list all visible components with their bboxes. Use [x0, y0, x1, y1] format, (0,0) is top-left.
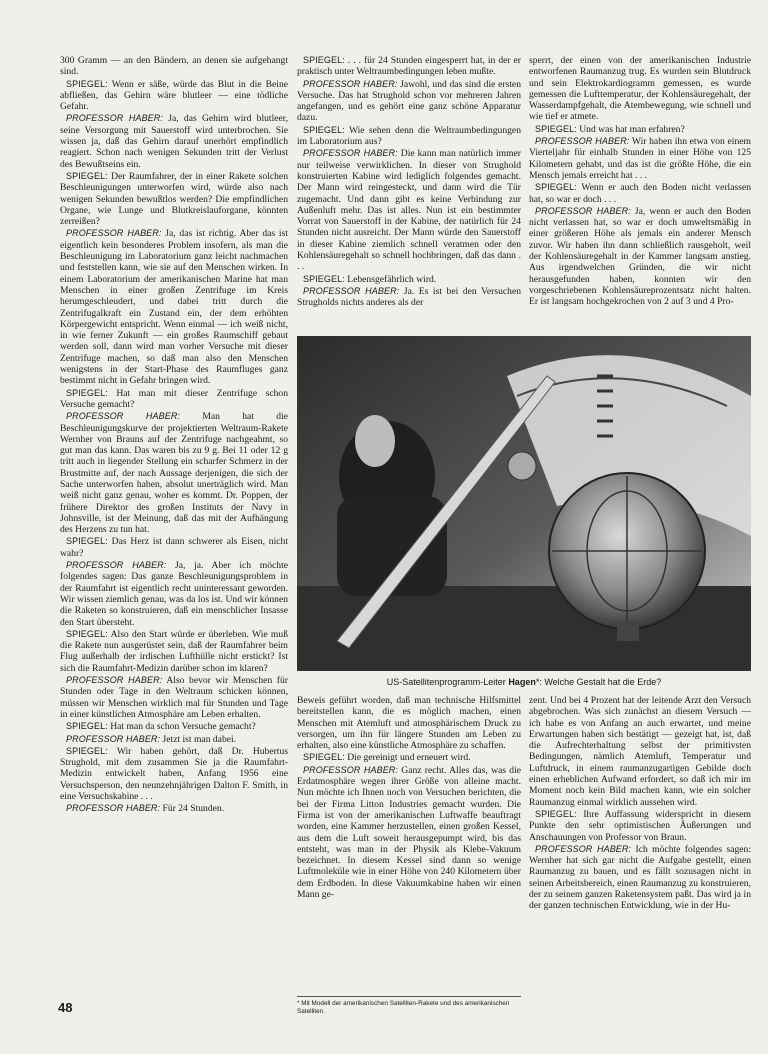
paragraph: [60, 388, 288, 411]
speaker-label: PROFESSOR HABER:: [303, 764, 398, 775]
photo-hagen-with-rocket-model: [297, 336, 751, 671]
paragraph-text: Ja. Es ist bei den Versuchen Strugholds nichts anderes als der: [297, 285, 521, 309]
text-column-2: [297, 55, 521, 330]
paragraph: [297, 148, 521, 272]
speaker-label: SPIEGEL:: [535, 123, 577, 134]
speaker-label: PROFESSOR HABER:: [66, 675, 163, 686]
speaker-label: PROFESSOR HABER:: [66, 803, 161, 814]
paragraph: [529, 844, 751, 912]
speaker-label: PROFESSOR HABER:: [66, 560, 167, 571]
speaker-label: SPIEGEL:: [66, 536, 108, 547]
paragraph: [529, 182, 751, 205]
paragraph: [60, 629, 288, 674]
speaker-label: SPIEGEL:: [303, 55, 345, 65]
paragraph-text: Ihre Auffassung widerspricht in diesem Punkte den sehr optimistischen Äußerungen und Anschauungen von Professor von Braun.: [529, 808, 751, 843]
paragraph-text: Die gereinigt und erneuert wird.: [347, 752, 471, 764]
paragraph: [297, 79, 521, 124]
speaker-label: PROFESSOR HABER:: [66, 411, 181, 422]
small-sphere: [508, 452, 536, 480]
speaker-label: SPIEGEL:: [535, 182, 577, 193]
person-face: [355, 415, 395, 467]
paragraph-text: Wie sehen denn die Weltraumbedingungen im Laboratorium aus?: [297, 124, 521, 148]
paragraph: [60, 734, 288, 745]
paragraph: [529, 206, 751, 308]
speaker-label: SPIEGEL:: [535, 808, 577, 819]
paragraph-text: Und was hat man erfahren?: [579, 123, 685, 135]
paragraph-text: zent. Und bei 4 Prozent hat der leitende Arzt den Versuch abgebrochen. Was sich zunächst an diesem Versuch — ich habe es von Anfang an auch erwartet, und meine Erwartungen haben sich bestätigt — gezeigt hat, ist, daß die Aufrechterhaltung selbst der primitivsten Bedingungen, nämlich Atemluft, Temperatur und Luftdruck, in einem raumanzugartigen Gebilde doch einen erheblichen Aufwand erfordert, so daß ich mir im Moment noch kein Bild machen kann, wie ein solcher Raumanzug einmal wirklich aussehen wird.: [529, 695, 751, 808]
paragraph: [60, 560, 288, 628]
paragraph-text: Hat man mit dieser Zentrifuge schon Versuche gemacht?: [60, 387, 288, 410]
speaker-label: SPIEGEL:: [303, 124, 345, 135]
paragraph-text: Hat man da schon Versuche gemacht?: [110, 721, 256, 733]
paragraph: [297, 55, 521, 78]
paragraph-text: Wir haben ihn etwa von einem Vierteljahr für einhalb Stunden in einer Höhe von 125 Kilometern gehabt, und das ist die größte Höhe, die ein Mensch jemals erreicht hat . . .: [529, 136, 751, 181]
paragraph: [297, 125, 521, 148]
paragraph: [297, 752, 521, 763]
paragraph-text: Der Raumfahrer, der in einer Rakete solchen Beschleunigungen unterworfen wird, würde also nach wenigen Sekunden bewußtlos werden? Die empfindlichen Organe, wie Lunge und Blutkreislauforgane, könnten zerreißen?: [60, 170, 288, 228]
paragraph-text: sperrt, der einen von der amerikanischen Industrie entworfenen Raumanzug trug. Es wurden sein Blutdruck und sein Elektrokardiogramm gemessen, es wurde gemessen die Lufttemperatur, der Kohlensäuregehalt, der Wasserdampfgehalt, die Atembewegung, wie schnell und wie tief er atmete.: [529, 55, 751, 123]
speaker-label: SPIEGEL:: [303, 752, 345, 763]
paragraph-text: Ja, das ist richtig. Aber das ist eigentlich kein besonderes Problem insofern, als man die Beschleunigung im Laboratorium ganz leicht nachmachen und feststellen kann, wie sie auf den Menschen wirken. In einem Laboratorium der amerikanischen Marine hat man Menschen in einer großen Zentrifuge im Kreis herumgeschleudert, und dabei tritt durch die Zentrifugalkraft ein Zustand ein, der dem erhöhten Körpergewicht entspricht. Wenn einmal — ich weiß nicht, in wie ferner Zukunft — ein großes Raumschiff gebaut werden soll, dann wird man vorher Versuche mit dieser Zentrifuge machen, so daß man also den Menschen wenigstens in der Start-Phase des Raumfluges ganz bestimmt nicht in Gefahr bringen wird.: [60, 228, 288, 387]
speaker-label: PROFESSOR HABER:: [535, 205, 631, 216]
paragraph-text: Jetzt ist man dabei.: [162, 733, 237, 745]
speaker-label: SPIEGEL:: [66, 78, 108, 89]
paragraph-text: Wenn er säße, würde das Blut in die Beine abfließen, das Gehirn wäre blutleer — eine tödliche Gefahr.: [60, 78, 288, 113]
paragraph: [529, 695, 751, 808]
speaker-label: PROFESSOR HABER:: [535, 843, 632, 854]
paragraph: [297, 695, 521, 751]
paragraph: [60, 228, 288, 386]
paragraph: [60, 411, 288, 535]
paragraph: [60, 675, 288, 720]
paragraph: [60, 79, 288, 113]
paragraph: [529, 55, 751, 123]
speaker-label: SPIEGEL:: [66, 628, 108, 639]
paragraph-text: Ja, ja. Aber ich möchte folgendes sagen: Das ganze Beschleunigungsproblem in der Raumfahrt ist eigentlich recht uninteressant geworden. Wir wissen ziemlich genau, was da los ist. Und wir können die Raketen so konstruieren, daß ein menschlicher Insasse den Start übersteht.: [60, 560, 288, 628]
speaker-label: PROFESSOR HABER:: [66, 733, 161, 744]
paragraph: [529, 124, 751, 135]
paragraph: [60, 746, 288, 802]
paragraph-text: Für 24 Stunden.: [162, 803, 225, 815]
paragraph-text: Wenn er auch den Boden nicht verlassen hat, so war er doch . . .: [529, 182, 751, 205]
text-column-1: [60, 55, 288, 1020]
speaker-label: SPIEGEL:: [66, 387, 108, 398]
paragraph-text: Man hat die Beschleunigungskurve der projektierten Weltraum-Rakete Wernher von Brauns auf der Zentrifuge nachgeahmt, so gut man das kann. Das waren bis zu 9 g. Bei 11 oder 12 g tritt auch in liegender Stellung ein scharfer Schmerz in der Brustmitte auf, der nach Aussage derjenigen, die sich der Sache unterworfen haben, absolut unerträglich wird. Man weiß nicht ganz genau, woher es kommt. Dr. Poppen, der frühere Direktor des großen Instituts der Navy in Johnsville, ist der Meinung, daß das mit der Aufhängung des Herzens zu tun hat.: [60, 411, 288, 536]
photo-caption: [297, 675, 751, 689]
caption-name: Hagen: [508, 677, 536, 687]
paragraph-text: Ich möchte folgendes sagen: Wernher hat sich gar nicht die Aufgabe gestellt, einen Raumanzug zu bauen, und es fällt sozusagen nicht in seinen Arbeitsbereich, einen Raumanzug zu konstruieren, der zu seinem ganzen Raketensystem paßt. Das wird ja in der ganzen technischen Entwicklung, wie in der Hu-: [529, 843, 751, 912]
speaker-label: PROFESSOR HABER:: [303, 148, 398, 159]
paragraph-text: Wir haben gehört, daß Dr. Hubertus Strughold, mit dem zusammen Sie ja die Raumfahrt-Medizin entwickelt haben, Anfang 1956 eine Versuchsperson, den neunzehnjährigen Dalton F. Smith, in eine Versuchskabine . . .: [60, 745, 288, 802]
speaker-label: PROFESSOR HABER:: [303, 285, 400, 296]
text-column-4: [297, 695, 521, 1015]
paragraph-text: Die kann man natürlich immer nur teilweise verwirklichen. In dieser von Strughold konstruierten Kabine wird lediglich folgendes gemacht. Der Mann wird reingesteckt, und dann wird die Tür zugemacht. Und dann gibt es keine Verbindung zur Außenluft mehr. Das ist alles. Nun ist ein bestimmter Vorrat von Sauerstoff in der Kabine, der natürlich für 24 Stunden nicht ausreicht. Der Mann würde den Sauerstoff in dieser Kabine ziemlich schnell veratmen oder den Kohlensäuregehalt so schnell hochbringen, daß das dann . . .: [297, 148, 521, 273]
paragraph-text: Das Herz ist dann schwerer als Eisen, nicht wahr?: [60, 536, 288, 559]
speaker-label: PROFESSOR HABER:: [303, 78, 398, 89]
paragraph: [529, 136, 751, 181]
paragraph: [60, 721, 288, 732]
paragraph: [297, 286, 521, 309]
speaker-label: SPIEGEL:: [66, 721, 108, 732]
paragraph: [60, 171, 288, 227]
paragraph: [60, 55, 288, 78]
text-column-5: [529, 695, 751, 1020]
paragraph-text: Lebensgefährlich wird.: [347, 273, 437, 285]
speaker-label: PROFESSOR HABER:: [535, 136, 630, 147]
paragraph: [60, 803, 288, 814]
paragraph-text: . . . für 24 Stunden eingesperrt hat, in der er praktisch unter Weltraumbedingungen leben mußte.: [297, 55, 521, 78]
paragraph-text: Also bevor wir Menschen für Stunden oder Tage in den Weltraum schicken können, müssen wir Menschen wirklich mal für Stunden und Tage in einer künstlichen Atmosphäre am Leben erhalten.: [60, 675, 288, 720]
speaker-label: PROFESSOR HABER:: [66, 228, 162, 239]
paragraph-text: Ja, wenn er auch den Boden nicht verlassen hat, so war er doch umweltsmäßig in einer größeren Höhe als jemals ein anderer Mensch zuvor. Wir haben ihn dann schließlich rausgeholt, weil der Kohlensäuregehalt in der Kammer langsam anstieg. Aus irgendwelchen Gründen, die wir nicht herausgefunden haben, konnten wir den vorgeschriebenen Kohlensäureprozentsatz nicht halten. Er ist langsam hochgekrochen von 2 auf 3 und 4 Pro-: [529, 205, 751, 308]
paragraph: [60, 113, 288, 169]
paragraph: [297, 274, 521, 285]
text-column-3: [529, 55, 751, 330]
footnote: * Mit Modell der amerikanischen Satelliten-Rakete und des amerikanischen Satelliten.: [297, 996, 521, 1015]
speaker-label: SPIEGEL:: [303, 273, 345, 284]
speaker-label: SPIEGEL:: [66, 170, 108, 181]
paragraph-text: Ja, das Gehirn wird blutleer, seine Versorgung mit Sauerstoff wird unterbrochen. Sie wissen ja, daß das Gehirn darauf unerhört empfindlich reagiert. Schon nach wenigen Sekunden tritt der Verlust des Bewußtseins ein.: [60, 113, 288, 170]
paragraph-text: Beweis geführt worden, daß man technische Hilfsmittel bereitstellen kann, die es möglich machen, einen Menschen mit Atemluft und atmosphärischem Druck zu versorgen, um ihn für längere Stunden am Leben zu erhalten, also eine künstliche Atmosphäre zu schaffen.: [297, 695, 521, 752]
speaker-label: SPIEGEL:: [66, 745, 108, 756]
photo-illustration: [297, 336, 751, 671]
paragraph-text: Ganz recht. Alles das, was die Erdatmosphäre wegen ihrer Größe von alleine macht. Nun möchte ich Ihnen noch von Versuchen berichten, die bei der Firma Litton Industries gemacht wurden. Die Firma ist von der amerikanischen Luftwaffe beauftragt worden, eine Kammer herzustellen, einen großen Kessel, aus dem die Luft soweit herausgepumpt wird, bis das entsteht, was man in der Physik als Klebe-Vakuum bezeichnet. In diesem Kessel sind dann so wenige Luftmoleküle wie in einer Höhe von 240 Kilometern über dem Erdboden. In diese Vakuumkabine haben wir einen Mann ge-: [297, 764, 521, 901]
paragraph: [60, 536, 288, 559]
speaker-label: PROFESSOR HABER:: [66, 113, 163, 124]
paragraph-text: 300 Gramm — an den Bändern, an denen sie aufgehangt sind.: [60, 55, 288, 78]
paragraph-text: Jawohl, und das sind die ersten Versuche. Das hat Strughold schon vor mehreren Jahren angefangen, und es gehört eine ganz schöne Apparatur dazu.: [297, 78, 521, 124]
caption-prefix: US-Satellitenprogramm-Leiter: [386, 677, 509, 687]
page-number: 48: [58, 1000, 73, 1015]
paragraph: [297, 765, 521, 901]
paragraph: [529, 809, 751, 843]
paragraph-text: Also den Start würde er überleben. Wie muß die Rakete nun ausgerüstet sein, daß der Raumfahrer beim Flug außerhalb der irdischen Lufthülle nicht erstickt? Ist sich die Raumfahrt-Medizin darüber schon im klaren?: [60, 628, 288, 674]
caption-suffix: *: Welche Gestalt hat die Erde?: [535, 677, 662, 687]
